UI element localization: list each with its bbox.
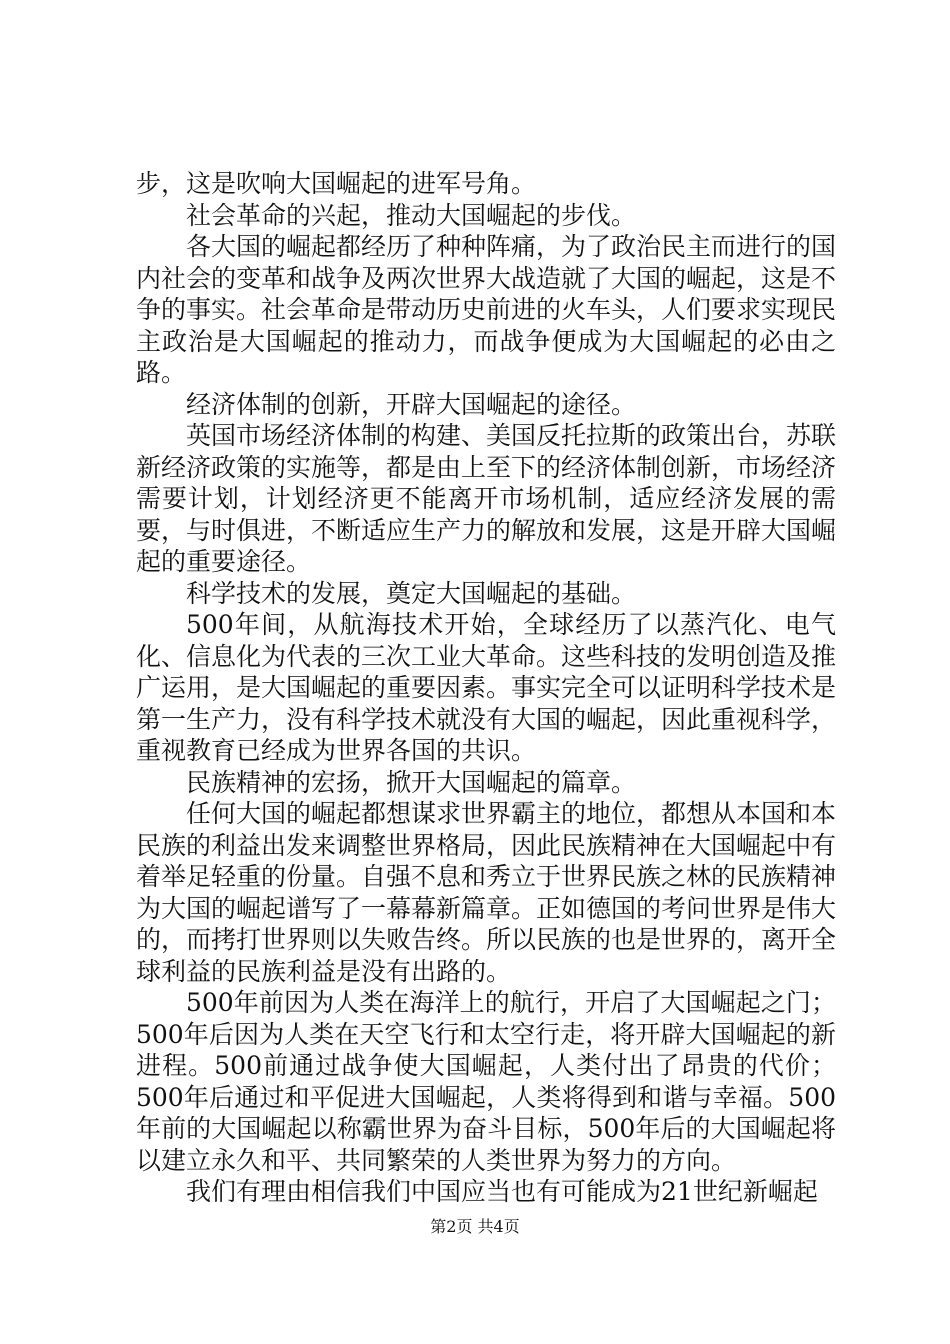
- paragraph: 我们有理由相信我们中国应当也有可能成为21世纪新崛起: [186, 1177, 818, 1206]
- paragraph: 500年间，从航海技术开始，全球经历了以蒸汽化、电气化、信息化为代表的三次工业大革命。这些科技的发明创造及推广运用，是大国崛起的重要因素。事实完全可以证明科学技术是第一生产力，没有科学技术就没有大国的崛起，因此重视科学，重视教育已经成为世界各国的共识。: [136, 610, 837, 765]
- page-number-label: 第2页 共4页: [430, 1217, 520, 1236]
- paragraph: 各大国的崛起都经历了种种阵痛，为了政治民主而进行的国内社会的变革和战争及两次世界大战造就了大国的崛起，这是不争的事实。社会革命是带动历史前进的火车头，人们要求实现民主政治是大国崛起的推动力，而战争便成为大国崛起的必由之路。: [136, 232, 837, 387]
- paragraph: 500年前因为人类在海洋上的航行，开启了大国崛起之门；500年后因为人类在天空飞行和太空行走，将开辟大国崛起的新进程。500前通过战争使大国崛起，人类付出了昂贵的代价；500年后通过和平促进大国崛起，人类将得到和谐与幸福。500年前的大国崛起以称霸世界为奋斗目标，500年后的大国崛起将以建立永久和平、共同繁荣的人类世界为努力的方向。: [136, 988, 836, 1175]
- section-heading: 科学技术的发展，奠定大国崛起的基础。: [186, 578, 637, 608]
- page-footer: [0, 1217, 950, 1237]
- paragraph: 任何大国的崛起都想谋求世界霸主的地位，都想从本国和本民族的利益出发来调整世界格局，因此民族精神在大国崛起中有着举足轻重的份量。自强不息和秀立于世界民族之林的民族精神为大国的崛起谱写了一幕幕新篇章。正如德国的考问世界是伟大的，而拷打世界则以失败告终。所以民族的也是世界的，离开全球利益的民族利益是没有出路的。: [136, 799, 837, 986]
- paragraph: 步，这是吹响大国崛起的进军号角。: [136, 169, 537, 198]
- section-heading: 经济体制的创新，开辟大国崛起的途径。: [186, 389, 637, 419]
- paragraph: 英国市场经济体制的构建、美国反托拉斯的政策出台，苏联新经济政策的实施等，都是由上至下的经济体制创新，市场经济需要计划，计划经济更不能离开市场机制，适应经济发展的需要，与时俱进，不断适应生产力的解放和发展，这是开辟大国崛起的重要途径。: [136, 421, 837, 576]
- section-heading: 民族精神的宏扬，掀开大国崛起的篇章。: [186, 767, 637, 797]
- section-heading: 社会革命的兴起，推动大国崛起的步伐。: [186, 200, 637, 230]
- document-body: [136, 168, 836, 1208]
